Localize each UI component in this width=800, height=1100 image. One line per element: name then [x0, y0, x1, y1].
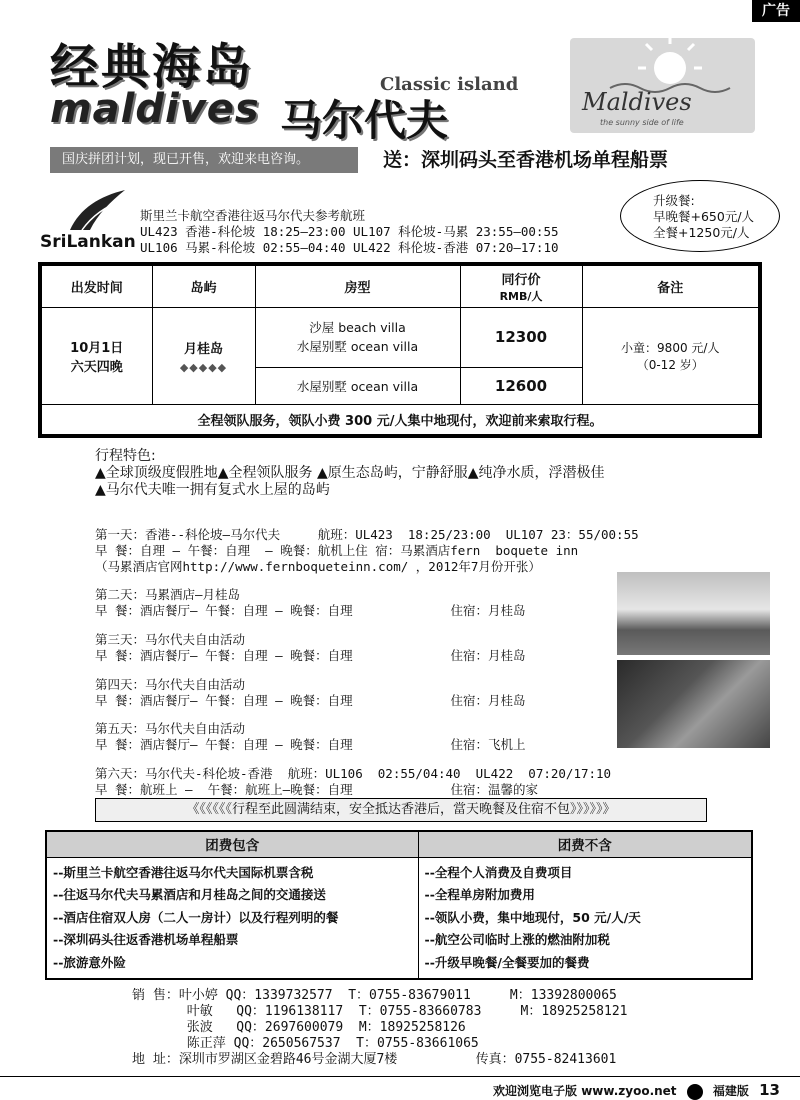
child-price: 小童：9800 元/人 — [621, 341, 720, 356]
page-footer — [493, 1081, 780, 1100]
day-meals: 早 餐：自理 — 午餐：自理 — 晚餐：航机上住 宿：马累酒店fern boquete inn — [95, 543, 579, 558]
maldives-logo-text: Maldives — [582, 88, 692, 116]
island-name: 月桂岛 — [183, 342, 223, 358]
promo-banner: 国庆拼团计划，现已开售，欢迎来电咨询。 — [50, 147, 358, 173]
header-notes: 备注 — [582, 264, 760, 308]
flight-line: UL106 马累-科伦坡 02:55—04:40 UL422 科伦坡-香港 07:20—17:10 — [140, 240, 559, 255]
trip-features — [95, 448, 605, 499]
diamond-rating-icon: ◆◆◆◆◆ — [179, 361, 228, 375]
day-meals: 早 餐：航班上 — 午餐：航班上—晚餐：自理 住宿：温馨的家 — [95, 782, 538, 797]
departure-cell — [40, 308, 152, 405]
ad-tag: 广告 — [752, 0, 800, 22]
day-title: 第二天：马累酒店—月桂岛 — [95, 587, 241, 602]
list-item: --旅游意外险 — [53, 954, 126, 970]
list-item: --酒店住宿双人房（二人一房计）以及行程列明的餐 — [53, 909, 339, 925]
itinerary-day-1 — [95, 527, 639, 575]
price-cell: 12300 — [460, 308, 582, 367]
flight-line: UL423 香港-科伦坡 18:25—23:00 UL107 科伦坡-马累 23:55—00:55 — [140, 224, 559, 239]
srilankan-logo — [40, 188, 135, 253]
upgrade-meal-bubble — [620, 180, 780, 252]
child-age-range: （0-12 岁） — [636, 358, 704, 373]
price-table — [38, 262, 762, 438]
fee-included-list — [46, 857, 418, 979]
itinerary-end-note: 《《《《《《行程至此圆满结束，安全抵达香港后，當天晚餐及住宿不包》》》》》》 — [95, 798, 707, 822]
list-item: --全程个人消费及自费项目 — [424, 864, 573, 880]
footer-divider — [0, 1076, 800, 1077]
features-line: ▲马尔代夫唯一拥有复式水上屋的岛屿 — [95, 482, 330, 498]
address-line: 地 址：深圳市罗湖区金碧路46号金湖大厦7楼 传真：0755-82413601 — [132, 1052, 617, 1067]
day-meals: 早 餐：酒店餐厅— 午餐：自理 — 晚餐：自理 住宿：月桂岛 — [95, 693, 526, 708]
itinerary-day-3 — [95, 632, 526, 664]
water-villa-photo — [617, 572, 770, 655]
price-cell: 12600 — [460, 367, 582, 405]
maldives-logo-slogan: the sunny side of life — [600, 118, 684, 127]
room-type-cell: 水屋别墅 ocean villa — [255, 367, 460, 405]
promo-ferry-ticket: 送：深圳码头至香港机场单程船票 — [383, 149, 669, 171]
day-title: 第三天：马尔代夫自由活动 — [95, 632, 246, 647]
upgrade-breakfast: 早晚餐+650元/人 — [653, 209, 755, 224]
fee-excluded-header: 团费不含 — [418, 831, 752, 857]
day-title: 第一天：香港--科伦坡—马尔代夫 航班：UL423 18:25/23:00 UL107 23：55/00:55 — [95, 527, 639, 542]
header-price-label: 同行价 — [501, 273, 541, 289]
list-item: --领队小费，集中地现付，50 元/人/天 — [424, 909, 641, 925]
footer-edition: 福建版 — [712, 1084, 749, 1098]
day-title: 第四天：马尔代夫自由活动 — [95, 677, 246, 692]
list-item: --全程单房附加费用 — [424, 887, 535, 902]
trip-duration: 六天四晚 — [70, 360, 123, 376]
footer-site: 欢迎浏览电子版 www.zyoo.net — [493, 1084, 677, 1098]
maldives-logo — [570, 38, 755, 133]
classic-island-label: Classic island — [380, 74, 519, 95]
day-meals: 早 餐：酒店餐厅— 午餐：自理 — 晚餐：自理 住宿：月桂岛 — [95, 603, 526, 618]
villa-interior-photo — [617, 660, 770, 748]
magazine-logo-icon — [687, 1084, 703, 1100]
title-chinese-maldives: 马尔代夫 — [280, 96, 449, 145]
room-type-cell — [255, 308, 460, 367]
itinerary-day-4 — [95, 677, 526, 709]
flight-info-title: 斯里兰卡航空香港往返马尔代夫参考航班 — [140, 208, 366, 223]
table-footer-note: 全程领队服务，领队小费 300 元/人集中地现付，欢迎前来索取行程。 — [40, 405, 760, 436]
upgrade-title: 升级餐: — [653, 193, 695, 208]
day-meals: 早 餐：酒店餐厅— 午餐：自理 — 晚餐：自理 住宿：飞机上 — [95, 737, 526, 752]
header-departure: 出发时间 — [40, 264, 152, 308]
contact-line: 叶敏 QQ：1196138117 T：0755-83660783 M：18925258121 — [132, 1004, 628, 1019]
sales-contacts — [132, 988, 627, 1068]
itinerary-day-5 — [95, 721, 526, 753]
itinerary-day-6 — [95, 766, 611, 798]
day-title: 第六天：马尔代夫-科伦坡-香港 航班：UL106 02:55/04:40 UL422 07:20/17:10 — [95, 766, 612, 781]
title-chinese: 经典海岛 — [50, 39, 255, 95]
fee-table — [45, 830, 753, 980]
flight-info — [140, 208, 559, 256]
contact-line: 销 售：叶小婷 QQ：1339732577 T：0755-83679011 M：13392800065 — [132, 988, 617, 1003]
fee-included-header: 团费包含 — [46, 831, 418, 857]
features-title: 行程特色: — [95, 448, 156, 464]
fee-excluded-list — [418, 857, 752, 979]
itinerary-day-2 — [95, 587, 526, 619]
island-cell — [152, 308, 255, 405]
day-meals: 早 餐：酒店餐厅— 午餐：自理 — 晚餐：自理 住宿：月桂岛 — [95, 648, 526, 663]
header-price-unit: RMB/人 — [499, 290, 543, 304]
header-room-type: 房型 — [255, 264, 460, 308]
departure-date: 10月1日 — [70, 341, 124, 357]
notes-cell — [582, 308, 760, 405]
list-item: --斯里兰卡航空香港往返马尔代夫国际机票含税 — [53, 864, 314, 880]
room-ocean-villa: 水屋别墅 ocean villa — [296, 339, 419, 355]
srilankan-logo-text: SriLankan — [40, 232, 136, 252]
features-line: ▲全球顶级度假胜地▲全程领队服务 ▲原生态岛屿，宁静舒服▲纯净水质，浮潜极佳 — [95, 465, 605, 481]
peacock-wing-icon — [40, 188, 135, 233]
day-title: 第五天：马尔代夫自由活动 — [95, 721, 246, 736]
title-english: maldives — [50, 86, 260, 132]
header-island: 岛屿 — [152, 264, 255, 308]
hotel-note: （马累酒店官网http://www.fernboqueteinn.com/ ，2012年7月份开张） — [95, 559, 541, 574]
list-item: --往返马尔代夫马累酒店和月桂岛之间的交通接送 — [53, 887, 326, 902]
header-price — [460, 264, 582, 308]
list-item: --航空公司临时上涨的燃油附加税 — [424, 932, 610, 947]
list-item: --升级早晚餐/全餐要加的餐费 — [424, 954, 590, 970]
contact-line: 张波 QQ：2697600079 M：18925258126 — [132, 1020, 466, 1035]
upgrade-full: 全餐+1250元/人 — [653, 225, 750, 240]
page-number: 13 — [759, 1081, 780, 1099]
list-item: --深圳码头往返香港机场单程船票 — [53, 932, 239, 947]
contact-line: 陈正萍 QQ：2650567537 T：0755-83661065 — [132, 1036, 479, 1051]
room-beach-villa: 沙屋 beach villa — [309, 320, 406, 336]
